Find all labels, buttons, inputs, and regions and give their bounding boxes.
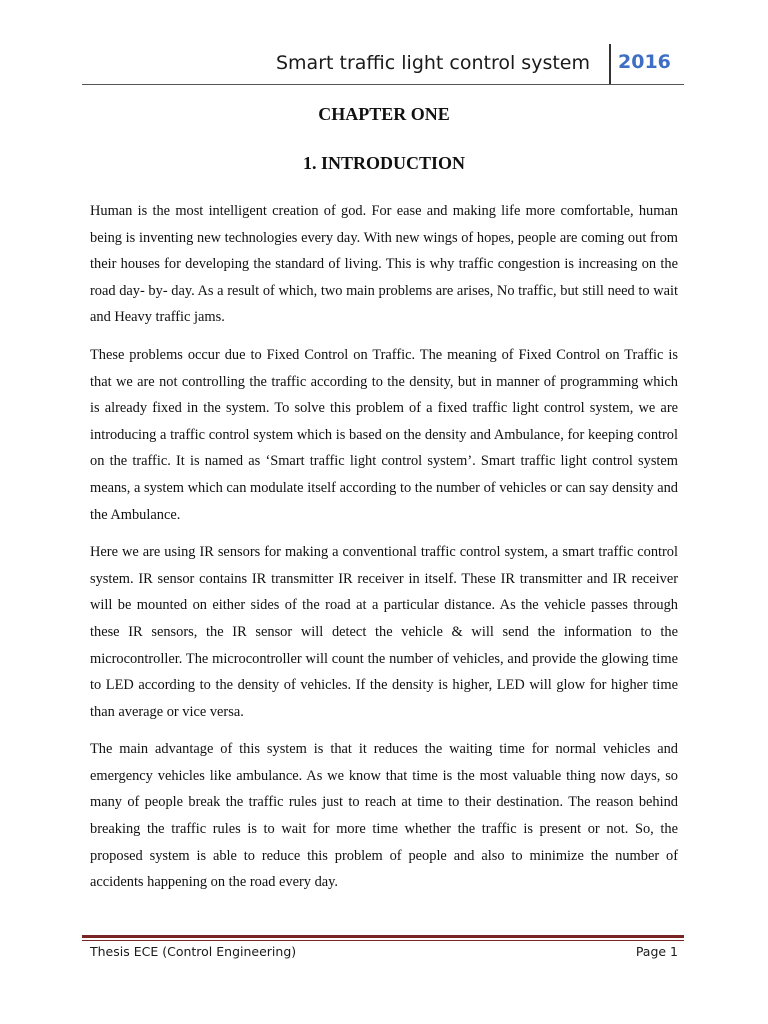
header-divider [609, 44, 611, 84]
header-title: Smart traffic light control system [275, 52, 590, 74]
footer-thesis-label: Thesis ECE (Control Engineering) [90, 944, 297, 959]
footer-page-number: Page 1 [635, 944, 678, 959]
chapter-heading: CHAPTER ONE [318, 104, 450, 124]
footer-rule-thin [82, 940, 684, 941]
header-rule [82, 84, 684, 85]
footer-rule-thick [82, 935, 684, 938]
paragraph-3: Here we are using IR sensors for making a conventional traffic control system, a smart traffic control system. IR sensor contains IR transmitter IR receiver in itself. These IR transmitter and IR receiver will be mounted on either sides of the road at a particular distance. As the vehicle passes through these IR sensors, the IR sensor will detect the vehicle & will send the information to the microcontroller. The microcontroller will count the number of vehicles, and provide the glowing time to LED according to the density of vehicles. If the density is higher, LED will glow for higher time than average or vice versa. [90, 544, 678, 720]
paragraph-4: The main advantage of this system is that it reduces the waiting time for normal vehicles and emergency vehicles like ambulance. As we know that time is the most valuable thing now days, so many of people break the traffic rules just to reach at time to their destination. The reason behind breaking the traffic rules is to wait for more time whether the traffic is present or not. So, the proposed system is able to reduce this problem of people and also to minimize the number of accidents happening on the road every day. [90, 741, 678, 891]
body-text [90, 198, 678, 907]
header-year: 2016 [618, 51, 671, 73]
paragraph-2: These problems occur due to Fixed Control on Traffic. The meaning of Fixed Control on Traffic is that we are not controlling the traffic according to the density, but in manner of programming which is already fixed in the system. To solve this problem of a fixed traffic light control system, we are introducing a traffic control system which is based on the density and Ambulance, for keeping control on the traffic. It is named as ‘Smart traffic light control system’. Smart traffic light control system means, a system which can modulate itself according to the number of vehicles or can say density and the Ambulance. [90, 346, 678, 523]
page-header [82, 44, 684, 84]
paragraph-1: Human is the most intelligent creation of god. For ease and making life more comfortable, human being is inventing new technologies every day. With new wings of hopes, people are coming out from their houses for developing the standard of living. This is why traffic congestion is increasing on the road day- by- day. As a result of which, two main problems are arises, No traffic, but still need to wait and Heavy traffic jams. [90, 203, 678, 326]
section-heading: 1. INTRODUCTION [302, 153, 466, 173]
